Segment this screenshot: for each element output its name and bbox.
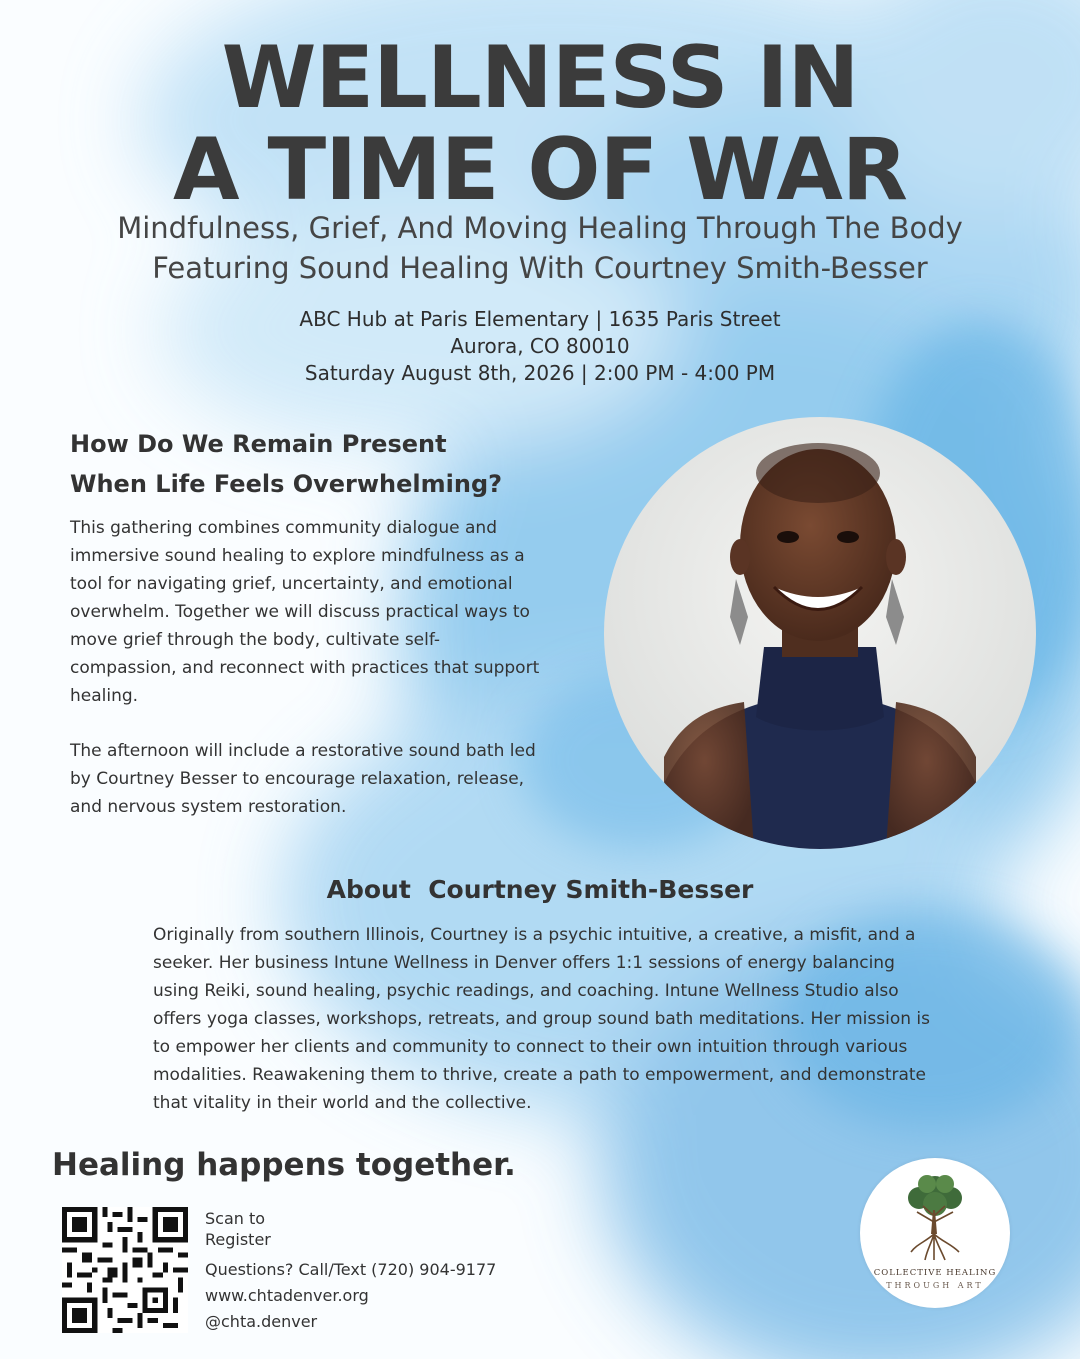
logo-org-subtitle: THROUGH ART xyxy=(886,1281,984,1290)
scan-line-1: Scan to xyxy=(205,1209,266,1228)
event-subtitle xyxy=(0,208,1080,288)
contact-phone: Questions? Call/Text (720) 904-9177 xyxy=(205,1260,497,1279)
contact-website-link[interactable]: www.chtadenver.org xyxy=(205,1286,369,1305)
scan-to-register xyxy=(205,1208,271,1250)
about-paragraph: Originally from southern Illinois, Courtney is a psychic intuitive, a creative, a misfit, and a seeker. Her business Intune Wellness in Denver offers 1:1 sessions of energy balancing using Reiki, sound healing, psychic readings, and coaching. Intune Wellness Studio also offers yoga classes, workshops, retreats, and group sound bath meditations. Her mission is to empower her clients and community to connect to their own intuition through various modalities. Reawakening them to thrive, create a path to empowerment, and demonstrate that vitality in their world and the collective. xyxy=(153,925,930,1113)
section-heading-line-1: How Do We Remain Present xyxy=(70,430,447,458)
qr-code-icon[interactable] xyxy=(62,1207,188,1333)
event-title xyxy=(0,28,1080,220)
event-datetime: Saturday August 8th, 2026 | 2:00 PM - 4:00 PM xyxy=(304,361,776,385)
venue-city: Aurora, CO 80010 xyxy=(450,334,630,358)
title-line-2: A TIME OF WAR xyxy=(173,120,907,220)
description-paragraph-1: This gathering combines community dialogue and immersive sound healing to explore mindfulness as a tool for navigating grief, uncertainty, and emotional overwhelm. Together we will discuss practical ways to move grief through the body, cultivate self-compassion, and reconnect with practices that support healing. xyxy=(70,518,540,706)
tree-of-life-icon xyxy=(905,1172,965,1264)
tagline: Healing happens together. xyxy=(52,1147,516,1183)
description-paragraph-2: The afternoon will include a restorative sound bath led by Courtney Besser to encourage relaxation, release, and nervous system restoration. xyxy=(70,741,536,817)
scan-line-2: Register xyxy=(205,1230,271,1249)
organization-logo xyxy=(860,1158,1010,1308)
venue-address: ABC Hub at Paris Elementary | 1635 Paris Street xyxy=(299,307,781,331)
section-heading-line-2: When Life Feels Overwhelming? xyxy=(70,470,503,498)
title-line-1: WELLNESS IN xyxy=(221,28,859,128)
portrait-photo xyxy=(604,417,1036,849)
venue-details xyxy=(0,306,1080,387)
subtitle-line-1: Mindfulness, Grief, And Moving Healing Through The Body xyxy=(117,211,963,245)
contact-social-handle[interactable]: @chta.denver xyxy=(205,1312,318,1331)
about-heading: About Courtney Smith-Besser xyxy=(326,875,754,904)
section-heading xyxy=(70,424,502,504)
logo-org-name: COLLECTIVE HEALING xyxy=(873,1268,997,1278)
subtitle-line-2: Featuring Sound Healing With Courtney Smith-Besser xyxy=(152,251,928,285)
